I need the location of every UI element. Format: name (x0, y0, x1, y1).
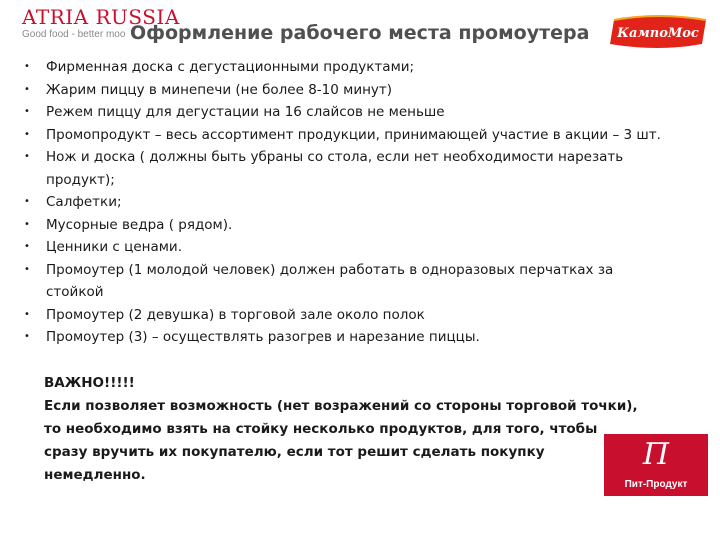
bullet-text: Нож и доска ( должны быть убраны со стола, если нет необходимости нарезать продукт); (46, 149, 624, 188)
bullet-text: Промоутер (2 девушка) в торговой зале около полок (46, 306, 425, 323)
atria-logo-brand: ATRIA RUSSIA (22, 5, 180, 29)
pit-product-logo-name: Пит-Продукт (624, 479, 688, 490)
atria-logo-tagline: Good food - better moo (22, 29, 126, 40)
note-text: Если позволяет возможность (нет возражений со стороны торговой точки), то необходимо взять на стойку несколько продуктов, для того, чтобы сразу вручить их покупателю, если тот решит сделать покупку немедленно. (44, 398, 638, 483)
bullet-dot: • (24, 128, 30, 140)
bullet-text: Режем пиццу для дегустации на 16 слайсов не меньше (46, 104, 445, 120)
bullet-text: Салфетки; (46, 194, 122, 210)
bullet-dot: • (24, 83, 30, 95)
bullet-item (22, 236, 662, 259)
pit-product-logo-mark: П (642, 437, 670, 472)
bullet-item (22, 214, 662, 237)
bullet-dot: • (24, 331, 30, 342)
important-note (44, 372, 644, 487)
bullet-text: Мусорные ведра ( рядом). (46, 216, 233, 233)
bullet-list (22, 56, 662, 349)
bullet-item (22, 146, 662, 191)
bullet-item (22, 101, 662, 124)
bullet-item (22, 191, 662, 214)
pit-product-logo (604, 434, 708, 496)
bullet-item (22, 124, 662, 147)
bullet-item (22, 304, 662, 327)
bullet-text: Жарим пиццу в минепечи (не более 8-10 минут) (46, 81, 393, 98)
bullet-text: Промоутер (3) – осуществлять разогрев и нарезание пиццы. (46, 329, 480, 345)
bullet-text: Промопродукт – весь ассортимент продукции, принимающей участие в акции – 3 шт. (46, 126, 661, 143)
bullet-text: Промоутер (1 молодой человек) должен работать в одноразовых перчатках за стойкой (46, 261, 614, 300)
bullet-dot: • (24, 61, 30, 72)
bullet-dot: • (24, 263, 30, 275)
bullet-item (22, 79, 662, 102)
bullet-dot: • (24, 196, 30, 207)
bullet-item (22, 259, 662, 304)
kampomos-logo (604, 14, 712, 50)
bullet-dot: • (24, 151, 30, 162)
bullet-text: Фирменная доска с дегустационными продуктами; (46, 59, 415, 75)
note-heading: ВАЖНО!!!!! (44, 375, 135, 391)
bullet-dot: • (24, 218, 30, 230)
bullet-dot: • (24, 241, 30, 252)
kampomos-logo-text: КампоМос (617, 26, 699, 41)
bullet-item (22, 326, 662, 349)
bullet-dot: • (24, 106, 30, 117)
bullet-text: Ценники с ценами. (46, 239, 182, 255)
bullet-dot: • (24, 308, 30, 320)
slide-title: Оформление рабочего места промоутера (130, 22, 590, 44)
bullet-item (22, 56, 662, 79)
